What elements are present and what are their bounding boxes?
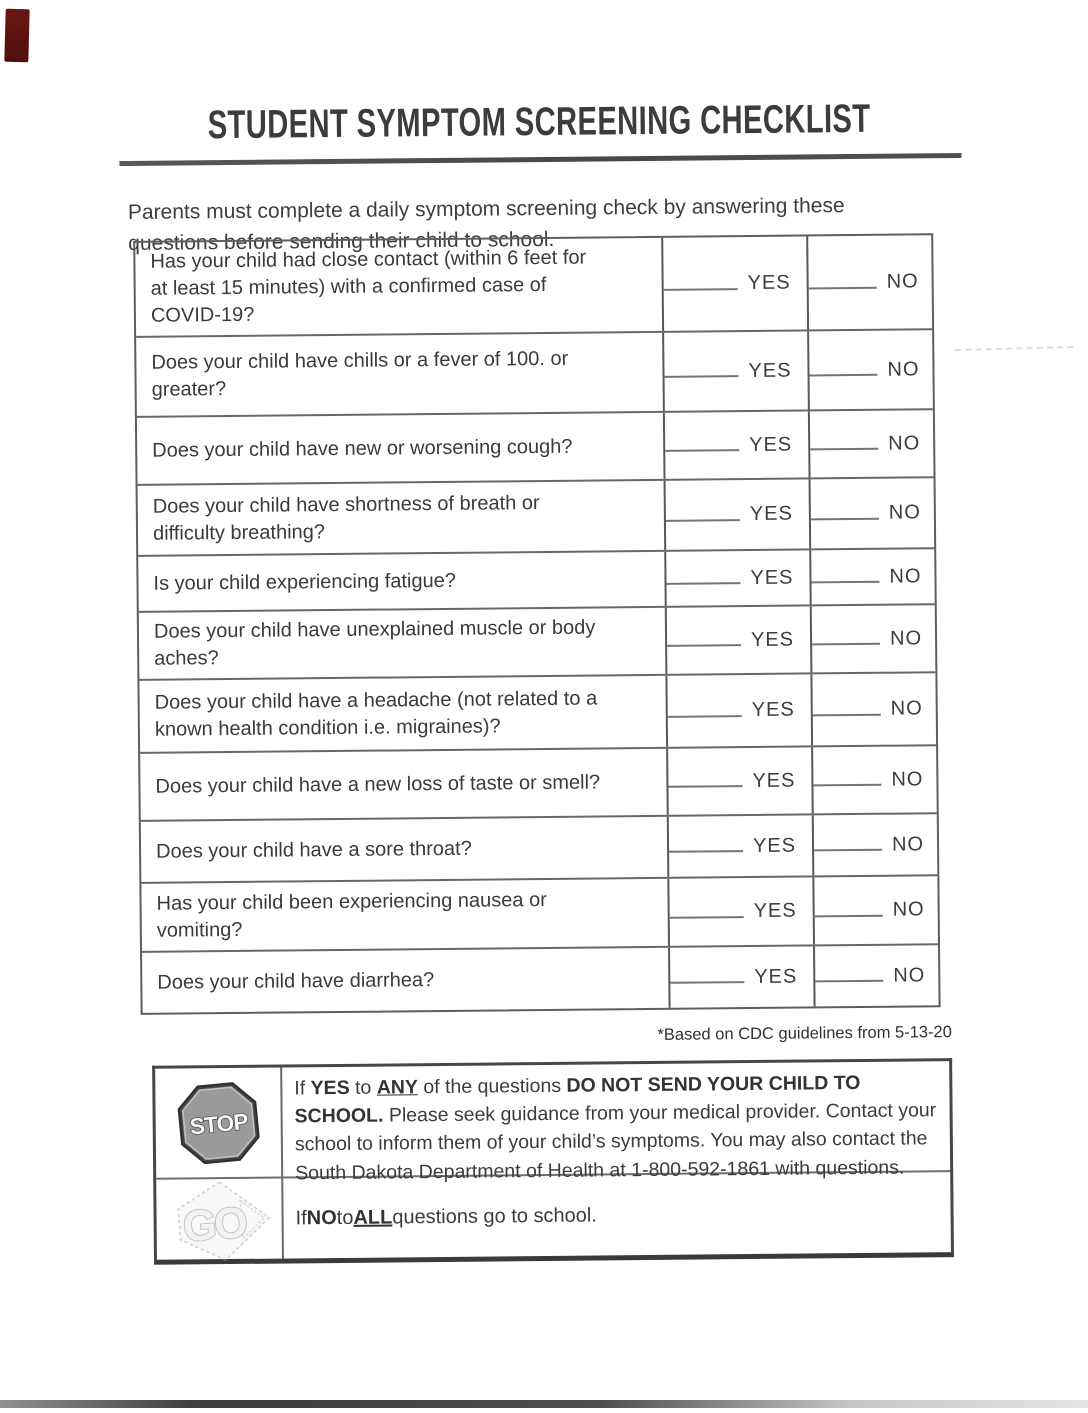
question-text: Does your child have chills or a fever of 100. or greater?	[151, 347, 569, 401]
notice-box	[152, 1058, 954, 1265]
no-label: NO	[888, 501, 921, 524]
question-text: Is your child experiencing fatigue?	[153, 569, 456, 595]
yes-answer-blank	[668, 715, 742, 718]
table-row	[142, 943, 939, 1013]
table-row	[141, 874, 938, 951]
title-underline-rule	[119, 153, 961, 166]
svg-text:STOP: STOP	[188, 1107, 249, 1139]
yes-answer-blank	[666, 519, 740, 522]
no-answer-blank	[814, 849, 882, 852]
yes-label: YES	[752, 834, 797, 857]
no-answer-blank	[813, 713, 881, 716]
question-text: Has your child had close contact (within 6 feet for at least 15 minutes) with a confirmed case of COVID-19?	[150, 246, 587, 327]
yes-label: YES	[753, 899, 797, 922]
question-text: Does your child have a sore throat?	[155, 837, 472, 863]
yes-cell	[665, 674, 811, 746]
yes-cell	[666, 747, 812, 814]
yes-answer-blank	[669, 850, 743, 853]
no-label: NO	[886, 270, 919, 293]
yes-label: YES	[750, 566, 794, 589]
yes-cell	[667, 877, 813, 945]
question-text: Does your child have new or worsening cough?	[152, 435, 573, 462]
question-text: Does your child have unexplained muscle or body aches?	[153, 616, 596, 670]
yes-cell	[664, 479, 810, 549]
no-answer-blank	[809, 286, 877, 289]
no-answer-blank	[813, 784, 881, 787]
no-label: NO	[891, 832, 925, 856]
no-answer-blank	[810, 374, 878, 377]
no-label: NO	[889, 564, 922, 588]
scan-artifact-bottom-edge	[0, 1400, 1088, 1408]
yes-label: YES	[749, 502, 793, 526]
yes-cell	[668, 946, 814, 1007]
question-text: Does your child have a new loss of taste or smell?	[155, 770, 601, 798]
yes-cell	[667, 815, 813, 876]
no-answer-blank	[812, 643, 880, 646]
no-answer-blank	[812, 581, 880, 584]
yes-cell	[663, 411, 809, 478]
yes-answer-blank	[664, 288, 738, 291]
yes-cell	[661, 236, 807, 330]
intro-text: Parents must complete a daily symptom screening check by answering these questions before sending their child to school.	[127, 194, 845, 255]
no-label: NO	[890, 697, 923, 720]
yes-label: YES	[747, 271, 791, 295]
no-answer-blank	[810, 448, 878, 451]
svg-text:GO: GO	[181, 1198, 248, 1252]
yes-label: YES	[751, 698, 795, 722]
table-row	[139, 671, 936, 752]
cdc-footnote: *Based on CDC guidelines from 5-13-20	[657, 1023, 952, 1044]
yes-answer-blank	[667, 644, 741, 647]
no-label: NO	[888, 431, 921, 455]
question-text: Does your child have diarrhea?	[157, 968, 435, 994]
no-answer-blank	[815, 980, 883, 983]
table-row	[141, 812, 938, 882]
yes-cell	[665, 606, 811, 673]
no-label: NO	[892, 898, 925, 921]
go-notice-row	[156, 1172, 951, 1260]
question-text: Does your child have a headache (not related to a known health condition i.e. migraines)?	[154, 686, 598, 741]
yes-cell	[662, 331, 808, 410]
question-text: Does your child have shortness of breath or difficulty breathing?	[152, 491, 540, 545]
yes-answer-blank	[668, 785, 742, 788]
stop-notice-text: If YES to ANY of the questions DO NOT SEND YOUR CHILD TO SCHOOL. Please seek guidance from your medical provider. Contact your school to inform them of your child’s symptoms. You may also contact the South Dakota Department of Health at 1-800-592-1861 with questions.	[294, 1071, 937, 1185]
stop-notice-row	[155, 1061, 950, 1185]
scan-artifact-red-mark	[4, 9, 29, 63]
no-answer-blank	[815, 914, 883, 917]
no-cell	[811, 746, 937, 813]
yes-label: YES	[752, 769, 796, 792]
no-cell	[809, 549, 935, 604]
go-notice-text: If NO to ALL questions go to school.	[295, 1204, 597, 1230]
no-cell	[806, 235, 932, 329]
no-label: NO	[887, 357, 920, 381]
go-arrow-icon	[170, 1177, 275, 1266]
no-cell	[812, 814, 938, 875]
no-cell	[812, 876, 938, 944]
yes-label: YES	[748, 359, 792, 382]
no-cell	[807, 330, 933, 409]
table-row	[140, 744, 937, 820]
yes-cell	[664, 550, 810, 605]
yes-answer-blank	[670, 916, 744, 919]
table-row	[137, 408, 934, 484]
no-cell	[808, 410, 934, 477]
symptom-question-table	[133, 233, 940, 1015]
table-row	[136, 328, 933, 416]
no-answer-blank	[811, 517, 879, 520]
no-label: NO	[891, 767, 924, 791]
table-row	[138, 547, 935, 611]
yes-label: YES	[749, 433, 793, 456]
yes-answer-blank	[665, 449, 739, 452]
yes-answer-blank	[665, 375, 739, 378]
yes-answer-blank	[667, 582, 741, 585]
no-cell	[810, 673, 936, 745]
table-row	[135, 235, 932, 336]
no-cell	[809, 478, 935, 548]
no-label: NO	[889, 626, 923, 650]
no-cell	[810, 605, 936, 672]
yes-label: YES	[750, 628, 795, 651]
table-row	[138, 476, 935, 555]
no-cell	[813, 945, 939, 1006]
go-icon-cell	[156, 1179, 284, 1260]
stop-icon-cell	[155, 1068, 283, 1178]
question-text: Has your child been experiencing nausea or vomiting?	[156, 888, 547, 942]
scan-artifact-line	[955, 346, 1073, 351]
no-label: NO	[893, 963, 926, 987]
yes-answer-blank	[670, 981, 744, 984]
table-row	[139, 603, 936, 679]
yes-label: YES	[754, 965, 798, 988]
page-title: STUDENT SYMPTOM SCREENING CHECKLIST	[207, 96, 871, 148]
stop-sign-icon	[175, 1079, 262, 1166]
